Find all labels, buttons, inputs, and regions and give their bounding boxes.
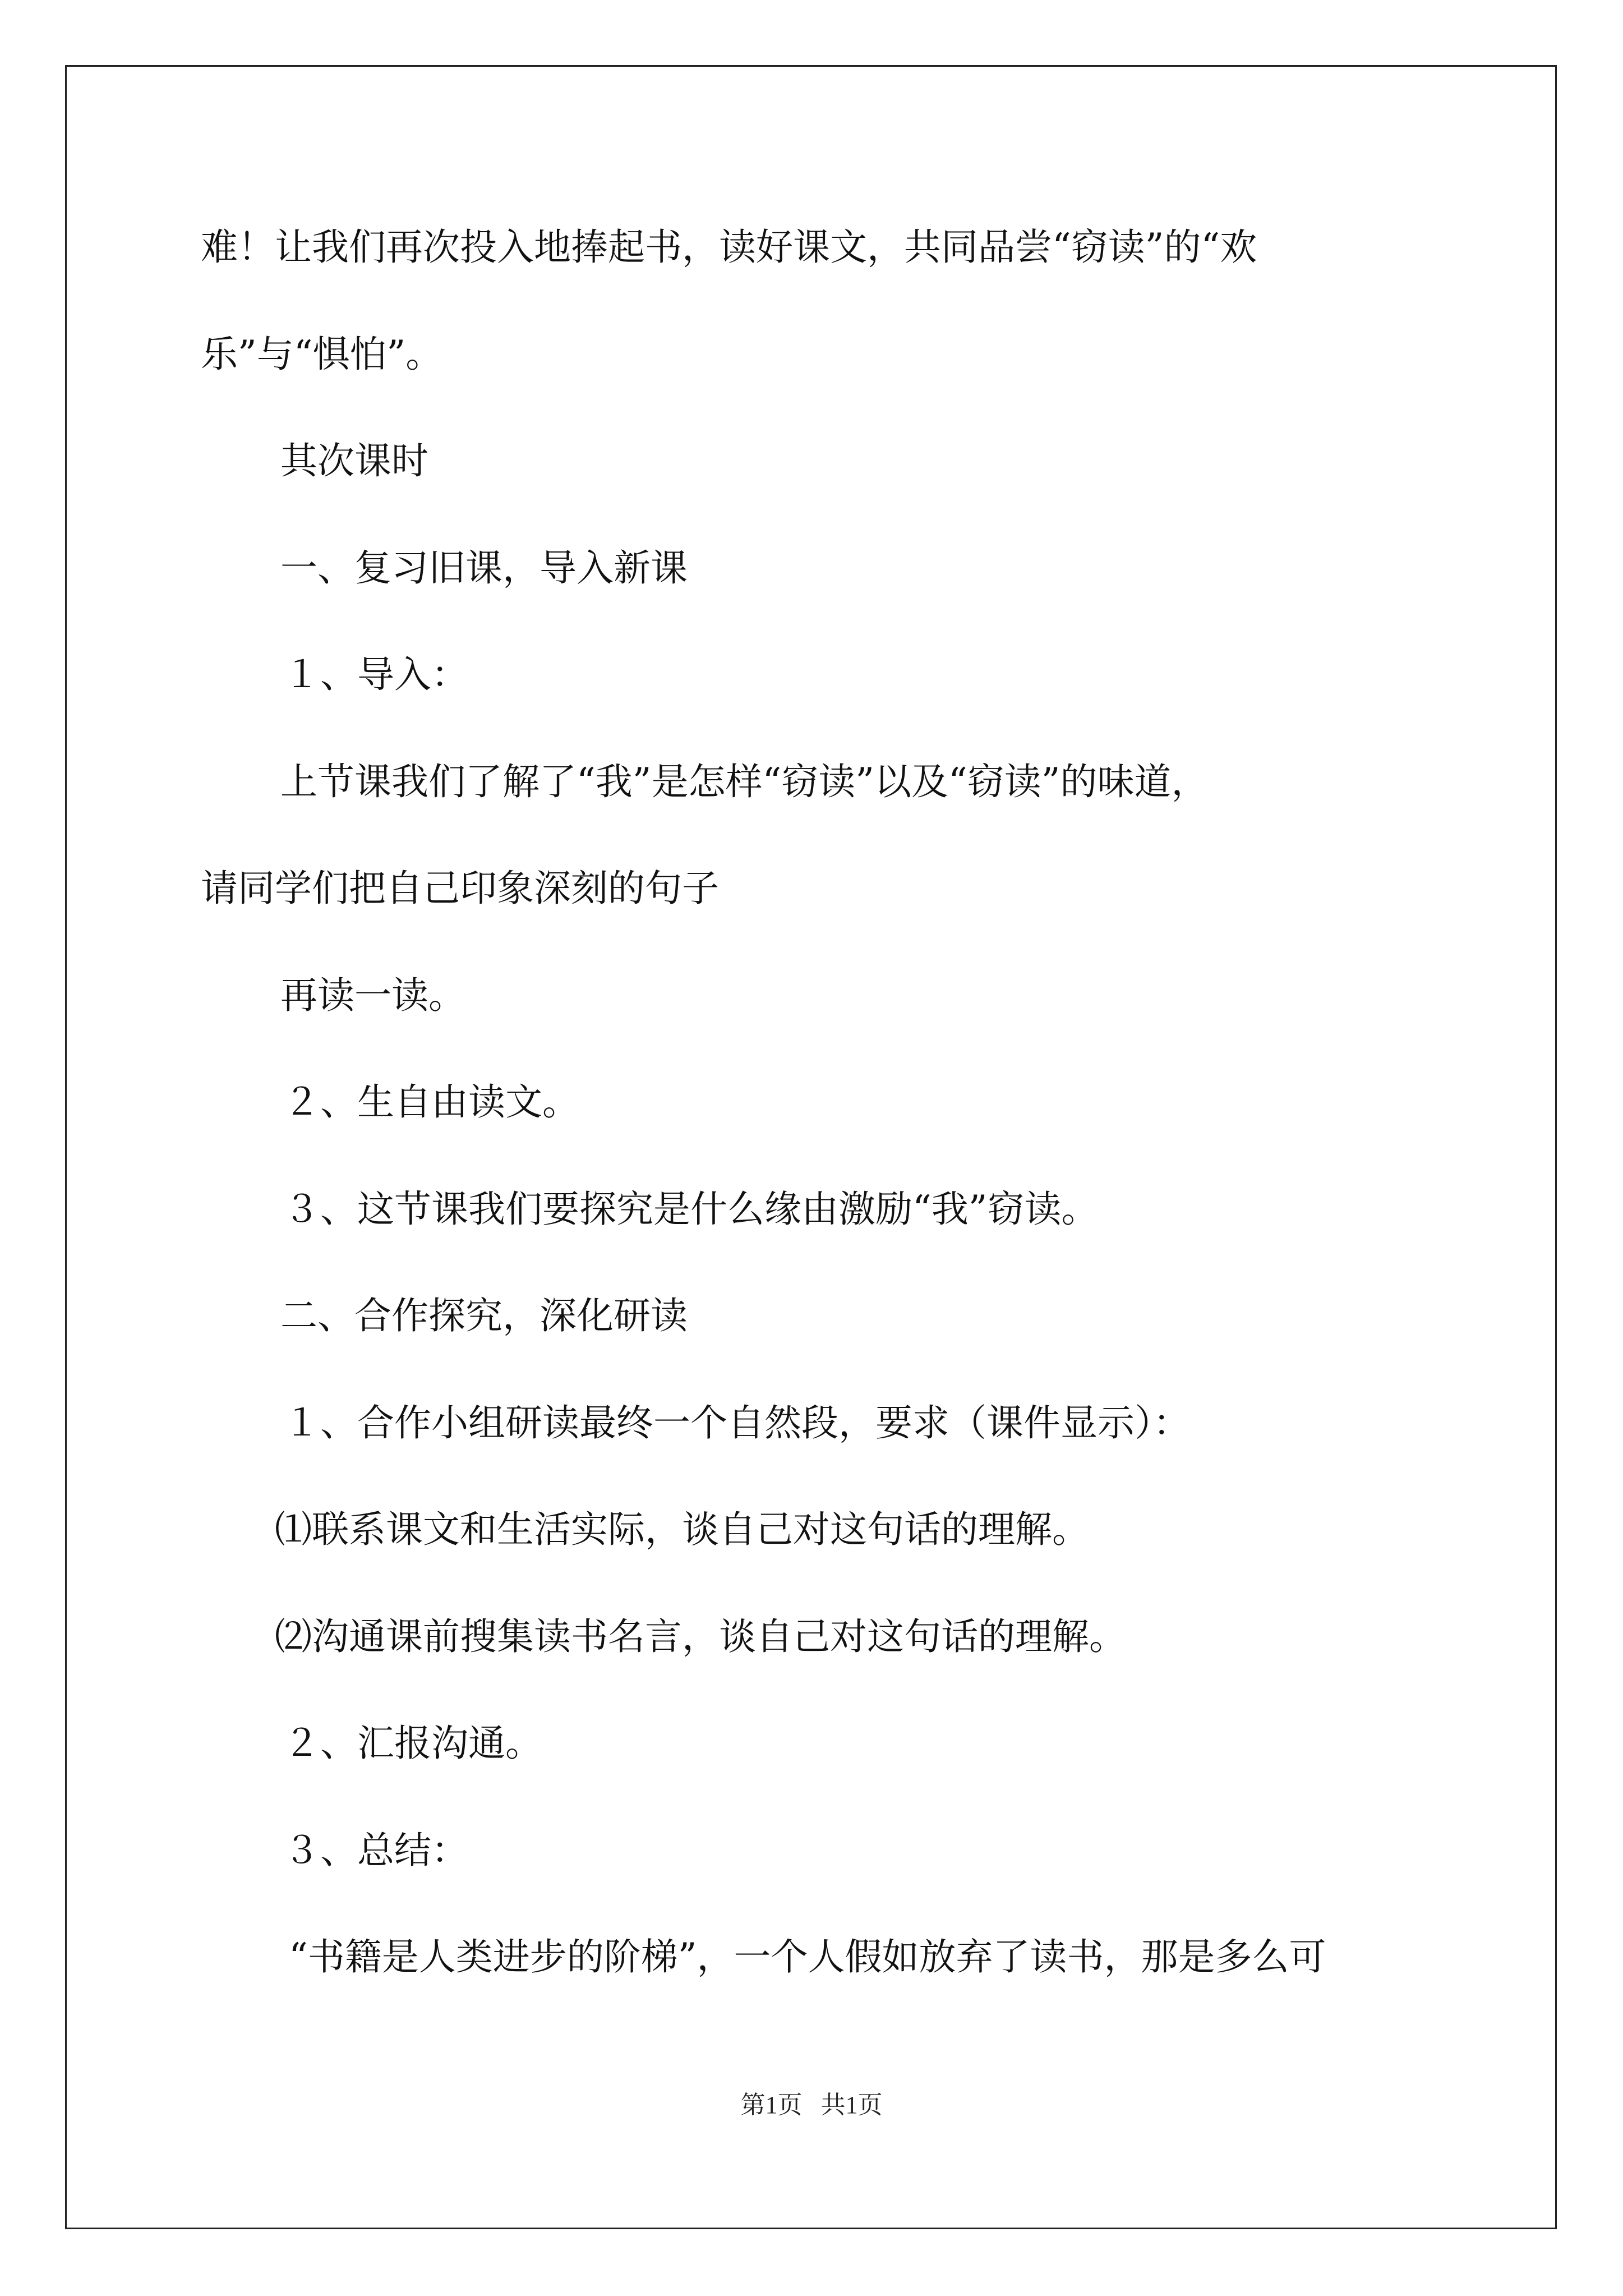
text-line-2: 乐”与“惧怕”。	[201, 333, 443, 376]
text-line-1: 难！让我们再次投入地捧起书，读好课文，共同品尝“窃读”的“欢	[201, 226, 1257, 269]
text-line-8: 再读一读。	[280, 974, 465, 1017]
list-item-free-reading: ２、生自由读文。	[283, 1080, 579, 1124]
list-item-group-study: １、合作小组研读最终一个自然段，要求（课件显示）：	[283, 1401, 1190, 1444]
section-heading-review: 一、复习旧课，导入新课	[280, 546, 688, 590]
list-item-summary: ３、总结：	[283, 1829, 468, 1872]
list-item-report: ２、汇报沟通。	[283, 1722, 542, 1765]
page-number-current: 第1页	[740, 2091, 803, 2119]
section-heading-cooperation: 二、合作探究，深化研读	[280, 1294, 688, 1337]
section-heading-second-lesson: 其次课时	[280, 439, 428, 482]
page-border	[65, 65, 1557, 2229]
page-footer	[0, 2091, 1623, 2119]
list-item-explore: ３、这节课我们要探究是什么缘由激励“我”窃读。	[283, 1188, 1099, 1231]
list-item-intro: １、导入：	[283, 653, 468, 696]
sub-item-2: ⑵沟通课前搜集读书名言，谈自己对这句话的理解。	[275, 1615, 1126, 1658]
footer-spacer	[803, 2091, 821, 2119]
page-number-total: 共1页	[820, 2091, 883, 2119]
text-line-quote: “书籍是人类进步的阶梯”，一个人假如放弃了读书，那是多么可	[289, 1935, 1326, 1978]
sub-item-1: ⑴联系课文和生活实际，谈自己对这句话的理解。	[275, 1508, 1089, 1551]
text-line-7: 请同学们把自己印象深刻的句子	[201, 867, 719, 910]
text-line-6: 上节课我们了解了“我”是怎样“窃读”以及“窃读”的味道，	[280, 760, 1209, 803]
